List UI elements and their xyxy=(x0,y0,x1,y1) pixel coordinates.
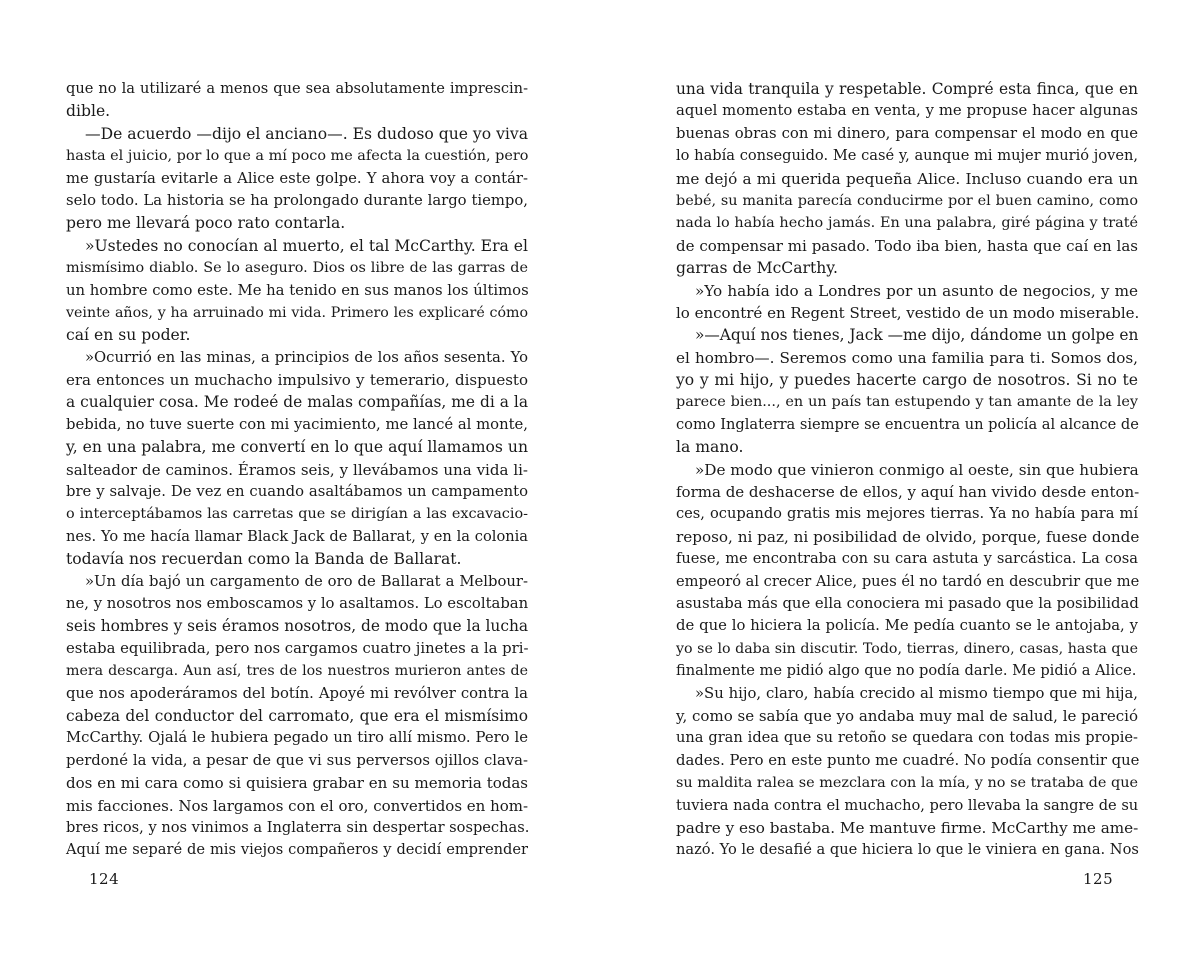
text-line: empeoró al crecer Alice, pues él no tardó en descubrir que me xyxy=(676,572,1140,590)
text-line: nada lo había hecho jamás. En una palabra, giré página y traté xyxy=(676,215,1138,232)
text-line: fuese, me encontraba con su cara astuta y sarcástica. La cosa xyxy=(676,550,1138,568)
text-line: tuviera nada contra el muchacho, pero llevaba la sangre de su xyxy=(676,796,1139,814)
text-line: su maldita ralea se mezclara con la mía, y no se trataba de que xyxy=(676,775,1138,792)
text-line: aquel momento estaba en venta, y me propuse hacer algunas xyxy=(676,102,1138,120)
text-line: yo se lo daba sin discutir. Todo, tierras, dinero, casas, hasta que xyxy=(676,640,1138,657)
text-line: »Un día bajó un cargamento de oro de Ballarat a Melbour- xyxy=(85,572,528,590)
text-line: una vida tranquila y respetable. Compré esta finca, que en xyxy=(676,80,1138,98)
text-line: hasta el juicio, por lo que a mí poco me afecta la cuestión, pero xyxy=(66,148,529,165)
text-line: McCarthy. Ojalá le hubiera pegado un tiro allí mismo. Pero le xyxy=(66,729,528,747)
text-line: salteador de caminos. Éramos seis, y llevábamos una vida li- xyxy=(66,460,528,479)
text-line: bebida, no tuve suerte con mi yacimiento, me lancé al monte, xyxy=(66,415,528,433)
text-line: que no la utilizaré a menos que sea absolutamente imprescin- xyxy=(66,80,528,97)
text-line: »Ustedes no conocían al muerto, el tal McCarthy. Era el xyxy=(85,236,528,255)
text-line: seis hombres y seis éramos nosotros, de modo que la lucha xyxy=(66,617,529,636)
text-line: una gran idea que su retoño se quedara con todas mis propie- xyxy=(676,729,1138,747)
text-line: la mano. xyxy=(676,438,744,457)
text-line: lo encontré en Regent Street, vestido de un modo miserable. xyxy=(676,303,1140,322)
text-line: mis facciones. Nos largamos con el oro, convertidos en hom- xyxy=(66,796,529,815)
text-line: veinte años, y ha arruinado mi vida. Primero les explicaré cómo xyxy=(66,304,528,321)
right-page-text xyxy=(676,78,1138,862)
text-line: o interceptábamos las carretas que se dirigían a las excavacio- xyxy=(66,506,528,523)
left-page-number: 124 xyxy=(89,870,120,888)
text-line: me gustaría evitarle a Alice este golpe. Y ahora voy a contár- xyxy=(66,169,528,187)
text-line: lo había conseguido. Me casé y, aunque mi mujer murió joven, xyxy=(676,147,1138,165)
text-line: »Ocurrió en las minas, a principios de los años sesenta. Yo xyxy=(85,348,528,366)
text-line: perdoné la vida, a pesar de que vi sus perversos ojillos clava- xyxy=(66,751,528,769)
text-line: de que lo hiciera la policía. Me pedía cuanto se le antojaba, y xyxy=(676,617,1138,635)
text-line: caí en su poder. xyxy=(66,326,191,345)
text-line: dos en mi cara como si quisiera grabar en su memoria todas xyxy=(66,774,528,793)
text-line: »De modo que vinieron conmigo al oeste, sin que hubiera xyxy=(695,460,1139,479)
text-line: yo y mi hijo, y puedes hacerte cargo de nosotros. Si no te xyxy=(676,371,1138,390)
text-line: selo todo. La historia se ha prolongado durante largo tiempo, xyxy=(66,191,528,209)
text-line: »Su hijo, claro, había crecido al mismo tiempo que mi hija, xyxy=(695,684,1138,702)
text-line: bre y salvaje. De vez en cuando asaltábamos un campamento xyxy=(66,483,528,501)
text-line: dades. Pero en este punto me cuadré. No podía consentir que xyxy=(676,751,1140,769)
text-line: cabeza del conductor del carromato, que era el mismísimo xyxy=(66,706,528,725)
left-page-text xyxy=(66,78,528,862)
text-line: —De acuerdo —dijo el anciano—. Es dudoso que yo viva xyxy=(85,124,528,143)
text-line: el hombro—. Seremos como una familia para ti. Somos dos, xyxy=(676,348,1138,367)
text-line: dible. xyxy=(66,102,111,121)
text-line: forma de deshacerse de ellos, y aquí han vivido desde enton- xyxy=(676,483,1140,502)
text-line: que nos apoderáramos del botín. Apoyé mi revólver contra la xyxy=(66,684,528,702)
text-line: y, como se sabía que yo andaba muy mal de salud, le pareció xyxy=(676,706,1138,725)
text-line: un hombre como este. Me ha tenido en sus manos los últimos xyxy=(66,281,529,299)
text-line: »—Aquí nos tienes, Jack —me dijo, dándome un golpe en xyxy=(695,326,1139,345)
text-line: a cualquier cosa. Me rodeé de malas compañías, me di a la xyxy=(66,393,528,412)
text-line: bebé, su manita parecía conducirme por el buen camino, como xyxy=(676,192,1138,209)
right-page xyxy=(676,78,1138,862)
text-line: mismísimo diablo. Se lo aseguro. Dios os libre de las garras de xyxy=(66,260,528,277)
text-line: ces, ocupando gratis mis mejores tierras. Ya no había para mí xyxy=(676,505,1138,523)
text-line: padre y eso bastaba. Me mantuve firme. McCarthy me ame- xyxy=(676,818,1139,837)
text-line: todavía nos recuerdan como la Banda de Ballarat. xyxy=(66,550,462,569)
text-line: asustaba más que ella conociera mi pasado que la posibilidad xyxy=(676,594,1139,612)
text-line: reposo, ni paz, ni posibilidad de olvido, porque, fuese donde xyxy=(676,527,1140,546)
text-line: »Yo había ido a Londres por un asunto de negocios, y me xyxy=(695,281,1138,300)
text-line: bres ricos, y nos vinimos a Inglaterra sin despertar sospechas. xyxy=(66,818,530,836)
text-line: garras de McCarthy. xyxy=(676,259,838,278)
text-line: y, en una palabra, me convertí en lo que aquí llamamos un xyxy=(66,438,528,457)
text-line: Aquí me separé de mis viejos compañeros y decidí emprender xyxy=(66,841,528,859)
right-page-number: 125 xyxy=(1083,870,1114,888)
text-line: finalmente me pidió algo que no podía darle. Me pidió a Alice. xyxy=(676,662,1137,680)
text-line: de compensar mi pasado. Todo iba bien, hasta que caí en las xyxy=(676,236,1138,255)
text-line: parece bien..., en un país tan estupendo y tan amante de la ley xyxy=(676,394,1138,411)
text-line: nazó. Yo le desafié a que hiciera lo que le viniera en gana. Nos xyxy=(676,841,1139,859)
text-line: buenas obras con mi dinero, para compensar el modo en que xyxy=(676,124,1138,142)
text-line: nes. Yo me hacía llamar Black Jack de Ballarat, y en la colonia xyxy=(66,527,528,545)
text-line: mera descarga. Aun así, tres de los nuestros murieron antes de xyxy=(66,663,528,680)
text-line: como Inglaterra siempre se encuentra un policía al alcance de xyxy=(676,415,1139,433)
text-line: pero me llevará poco rato contarla. xyxy=(66,214,346,233)
text-line: ne, y nosotros nos emboscamos y lo asaltamos. Lo escoltaban xyxy=(66,594,529,612)
text-line: me dejó a mi querida pequeña Alice. Incluso cuando era un xyxy=(676,169,1138,188)
text-line: estaba equilibrada, pero nos cargamos cuatro jinetes a la pri- xyxy=(66,639,529,657)
text-line: era entonces un muchacho impulsivo y temerario, dispuesto xyxy=(66,371,528,390)
left-page xyxy=(66,78,528,862)
